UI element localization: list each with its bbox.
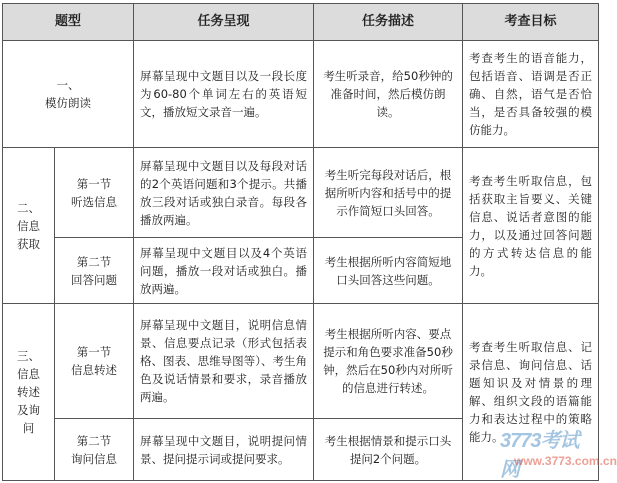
row1-objective: 考查考生的语音能力，包括语音、语调是否正确、自然，语气是否恰当，是否具备较强的模仿能力。 <box>463 41 599 148</box>
row3-objective: 考查考生听取信息、记录信息、询问信息、话题知识及对情景的理解、组织文段的语篇能力和表达过程中的策略能力。 <box>463 304 599 481</box>
header-question-type: 题型 <box>3 4 134 41</box>
exam-task-table <box>2 3 599 481</box>
row3-category: 三、 信息 转述 及询 问 <box>3 304 55 481</box>
row3-section1-presentation: 屏幕呈现中文题目，说明信息情景、信息要点记录（形式包括表格、图表、思维导图等）、考生角色及说话情景和要求，录音播放两遍。 <box>134 304 314 419</box>
row3-section2-label: 第二节 询问信息 <box>55 419 134 481</box>
row1-description: 考生听录音，给50秒钟的准备时间，然后模仿朗读。 <box>314 41 463 148</box>
header-task-description: 任务描述 <box>314 4 463 41</box>
row2-category: 二、 信息 获取 <box>3 148 55 304</box>
row3-section1-description: 考生根据所听内容、要点提示和角色要求准备50秒钟，然后在50秒内对所听的信息进行转述。 <box>314 304 463 419</box>
table-row <box>3 304 599 419</box>
row3-section1-label: 第一节 信息转述 <box>55 304 134 419</box>
row2-objective: 考查考生听取信息，包括获取主旨要义、关键信息、说话者意图的能力，以及通过回答问题的方式转达信息的能力。 <box>463 148 599 304</box>
table-row <box>3 41 599 148</box>
row2-section1-presentation: 屏幕呈现中文题目以及每段对话的2个英语问题和3个提示。共播放三段对话或独白录音。每段各播放两遍。 <box>134 148 314 238</box>
row2-section1-label: 第一节 听选信息 <box>55 148 134 238</box>
row1-presentation: 屏幕呈现中文题目以及一段长度为60-80个单词左右的英语短文，播放短文录音一遍。 <box>134 41 314 148</box>
row3-section2-presentation: 屏幕呈现中文题目，说明提问情景、提问提示词或提问要求。 <box>134 419 314 481</box>
row3-section2-description: 考生根据情景和提示口头提问2个问题。 <box>314 419 463 481</box>
watermark-logo-text: 3773考试网 <box>500 430 579 481</box>
row2-section2-presentation: 屏幕呈现中文题目以及4个英语问题，播放一段对话或独白。播放两遍。 <box>134 238 314 304</box>
row2-section1-description: 考生听完每段对话后，根据所听内容和括号中的提示作简短口头回答。 <box>314 148 463 238</box>
row2-section2-description: 考生根据所听内容简短地口头回答这些问题。 <box>314 238 463 304</box>
table-row <box>3 148 599 238</box>
header-task-presentation: 任务呈现 <box>134 4 314 41</box>
watermark-url: www.3773.com.cn <box>514 454 617 468</box>
table-header-row <box>3 4 599 41</box>
row2-section2-label: 第二节 回答问题 <box>55 238 134 304</box>
row1-category: 一、 模仿朗读 <box>3 41 134 148</box>
header-assessment-objective: 考查目标 <box>463 4 599 41</box>
